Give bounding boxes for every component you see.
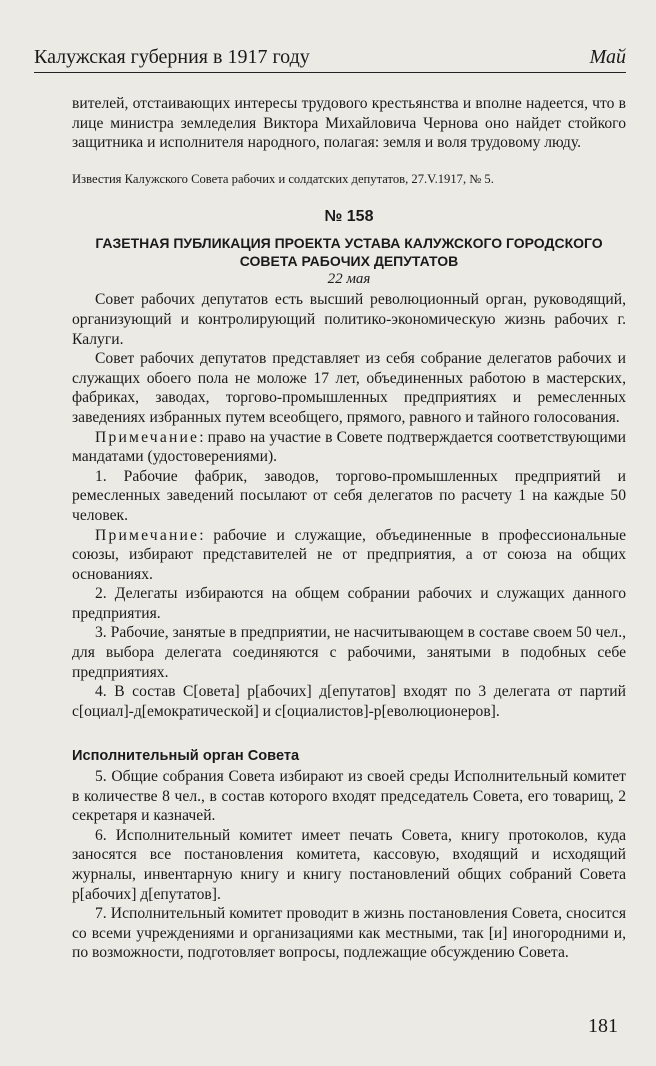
item-6: 6. Исполнительный комитет имеет печать Совета, книгу протоколов, куда заносятся все постановления комитета, кассовую, входящий и исходящий журналы, инвентарную книгу и книгу постановлений общих собраний Совета р[абочих] д[епутатов].: [72, 826, 626, 903]
item-1: 1. Рабочие фабрик, заводов, торгово-промышленных предприятий и ремесленных заведений посылают от себя делегатов по расчету 1 на каждые 50 человек.: [72, 467, 626, 524]
note-label: Примечание: [95, 428, 200, 446]
paragraph-1: Совет рабочих депутатов есть высший революционный орган, руководящий, организующий и контролирующий политико-экономическую жизнь рабочих г. Калуги.: [72, 291, 626, 348]
note-2-text: : рабочие и служащие, объединенные в профессиональные союзы, избирают представителей не от предприятия, а от союза на общих основаниях.: [72, 526, 626, 583]
note-1-text: : право на участие в Совете подтверждается соответствующими мандатами (удостоверениями).: [72, 428, 626, 466]
note-label: Примечание: [95, 526, 200, 544]
running-header: [34, 40, 626, 73]
note-2: [72, 526, 626, 585]
item-7: 7. Исполнительный комитет проводит в жизнь постановления Совета, сносится со всеми учреждениями и организациями как местными, так [и] иногородними и, по возможности, подготовляет вопросы, подлежащие обсуждению Совета.: [72, 905, 626, 962]
note-1: [72, 428, 626, 467]
item-2: 2. Делегаты избираются на общем собрании рабочих и служащих данного предприятия.: [72, 585, 626, 622]
document-title: ГАЗЕТНАЯ ПУБЛИКАЦИЯ ПРОЕКТА УСТАВА КАЛУЖСКОГО ГОРОДСКОГО СОВЕТА РАБОЧИХ ДЕПУТАТОВ: [95, 235, 603, 270]
document-number: № 158: [324, 207, 374, 225]
page-content: [72, 94, 626, 963]
header-month: Май: [589, 46, 626, 68]
item-5: 5. Общие собрания Совета избирают из своей среды Исполнительный комитет в количестве 8 чел., в состав которого входят председатель Совета, его товарищ, 2 секретаря и казначей.: [72, 768, 626, 825]
item-4: 4. В состав С[овета] р[абочих] д[епутатов] входят по 3 делегата от партий с[оциал]-д[емократической] и с[оциалистов]-р[еволюционеров].: [72, 683, 626, 720]
paragraph-2: Совет рабочих депутатов представляет из себя собрание делегатов рабочих и служащих обоего пола не моложе 17 лет, объединенных работою в мастерских, фабриках, заводах, торгово-промышленных предприятиях и ремесленных заведениях избранных путем всеобщего, прямого, равного и тайного голосования.: [72, 350, 626, 426]
header-title: Калужская губерния в 1917 году: [34, 46, 310, 68]
item-3: 3. Рабочие, занятые в предприятии, не насчитывающем в составе своем 50 чел., для выбора делегата соединяются с рабочими, занятыми в подобных себе предприятиях.: [72, 624, 626, 681]
source-citation: Известия Калужского Совета рабочих и солдатских депутатов, 27.V.1917, № 5.: [72, 171, 494, 186]
section-heading: Исполнительный орган Совета: [72, 748, 300, 765]
intro-paragraph: вителей, отстаивающих интересы трудового крестьянства и вполне надеется, что в лице министра земледелия Виктора Михайловича Чернова оно найдет стойкого защитника и исполнителя народного, полагая: земля и воля трудовому люду.: [72, 95, 626, 152]
page-number: 181: [588, 1015, 618, 1037]
document-date: 22 мая: [327, 271, 371, 288]
